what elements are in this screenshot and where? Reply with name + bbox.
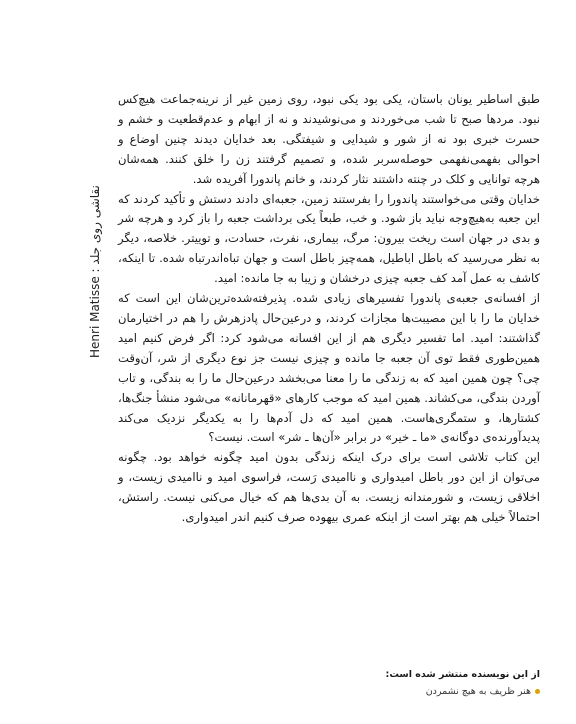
cover-credit-text: Henri Matisse : نقاشی روی جلد	[88, 185, 102, 358]
blurb-text	[118, 90, 540, 528]
paragraph: از افسانه‌ی جعبه‌ی پاندورا تفسیرهای زیادی شده. پذیرفته‌شده‌ترین‌شان این است که خدایان ما را با این مصیبت‌ها مجازات کردند، و درعین‌حال پادزهرش را هم در اختیارمان گذاشتند: امید. اما تفسیر دیگری هم از این افسانه می‌شود کرد: اگر فرض کنیم امید همین‌طوری فقط توی آن جعبه جا مانده و چیزی نیست جز نوع دیگری از شر، آن‌وقت چی؟ چون همین امید که به زندگی ما را معنا می‌بخشد درعین‌حال ما را به بندگی، و تاب آوردن بندگی، می‌کشاند. همین امید که موجب کارهای «قهرمانانه» می‌شود منشأ جنگ‌ها، کشتارها، و ستمگری‌هاست. همین امید که دل آدم‌ها را به یکدیگر نزدیک می‌کند پدیدآورنده‌ی دوگانه‌ی «ما ـ خیر» در برابر «آن‌ها ـ شر» است. نیست؟	[118, 291, 540, 445]
paragraph: این کتاب تلاشی است برای درک اینکه زندگی بدون امید چگونه خواهد بود. چگونه می‌توان از این دور باطل امیدواری و ناامیدی رَست، فراسوی امید و ناامیدی زیست، و اخلاقی زیست، و شورمندانه زیست. به آن بدی‌ها هم که خیال می‌کنی نیست. راستش، احتمالاً خیلی هم بهتر است از اینکه عمری بیهوده صرف کنیم اندر امیدواری.	[118, 450, 540, 525]
cover-credit-vertical	[84, 120, 104, 360]
bullet-icon	[535, 689, 540, 694]
paragraph: طبق اساطیر یونان باستان، یکی بود یکی نبود، روی زمین غیر از نرینه‌جماعت هیچ‌کس نبود. مردها صبح تا شب می‌خوردند و می‌نوشیدند و نه از ابهام و عدم‌قطعیت و خشم و حسرت خبری بود نه از شور و شیدایی و شیفتگی. بعد خدایان دیدند چنین اوضاع و احوالی بفهمی‌نفهمی حوصله‌سربر شده، و تصمیم گرفتند زن را خلق کنند. همه‌شان هرچه توانایی و کلک در چنته داشتند نثار کردند، و خانم پاندورا آفریده شد.	[118, 92, 540, 186]
other-books-section	[300, 669, 540, 697]
other-book-item	[300, 686, 540, 697]
paragraph: خدایان وقتی می‌خواستند پاندورا را بفرستند زمین، جعبه‌ای دادند دستش و تأکید کردند که این جعبه به‌هیچ‌وجه نباید باز شود. و خب، طبعاً یکی برداشت جعبه را باز کرد و هرچه شر و بدی در جهان است ریخت بیرون: مرگ، بیماری، نفرت، حسادت، و توییتر. خلاصه، دیگر به نظر می‌رسید که باطل اباطیل، همه‌چیز باطل است و جهان تباه‌اندرتباه شده. تا اینکه، کاشف به عمل آمد کف جعبه چیزی درخشان و زیبا به جا مانده: امید.	[118, 191, 540, 286]
other-book-title: هنر ظریف به هیچ نشمردن	[425, 686, 531, 697]
other-books-heading: از این نویسنده منتشر شده است:	[385, 669, 540, 680]
